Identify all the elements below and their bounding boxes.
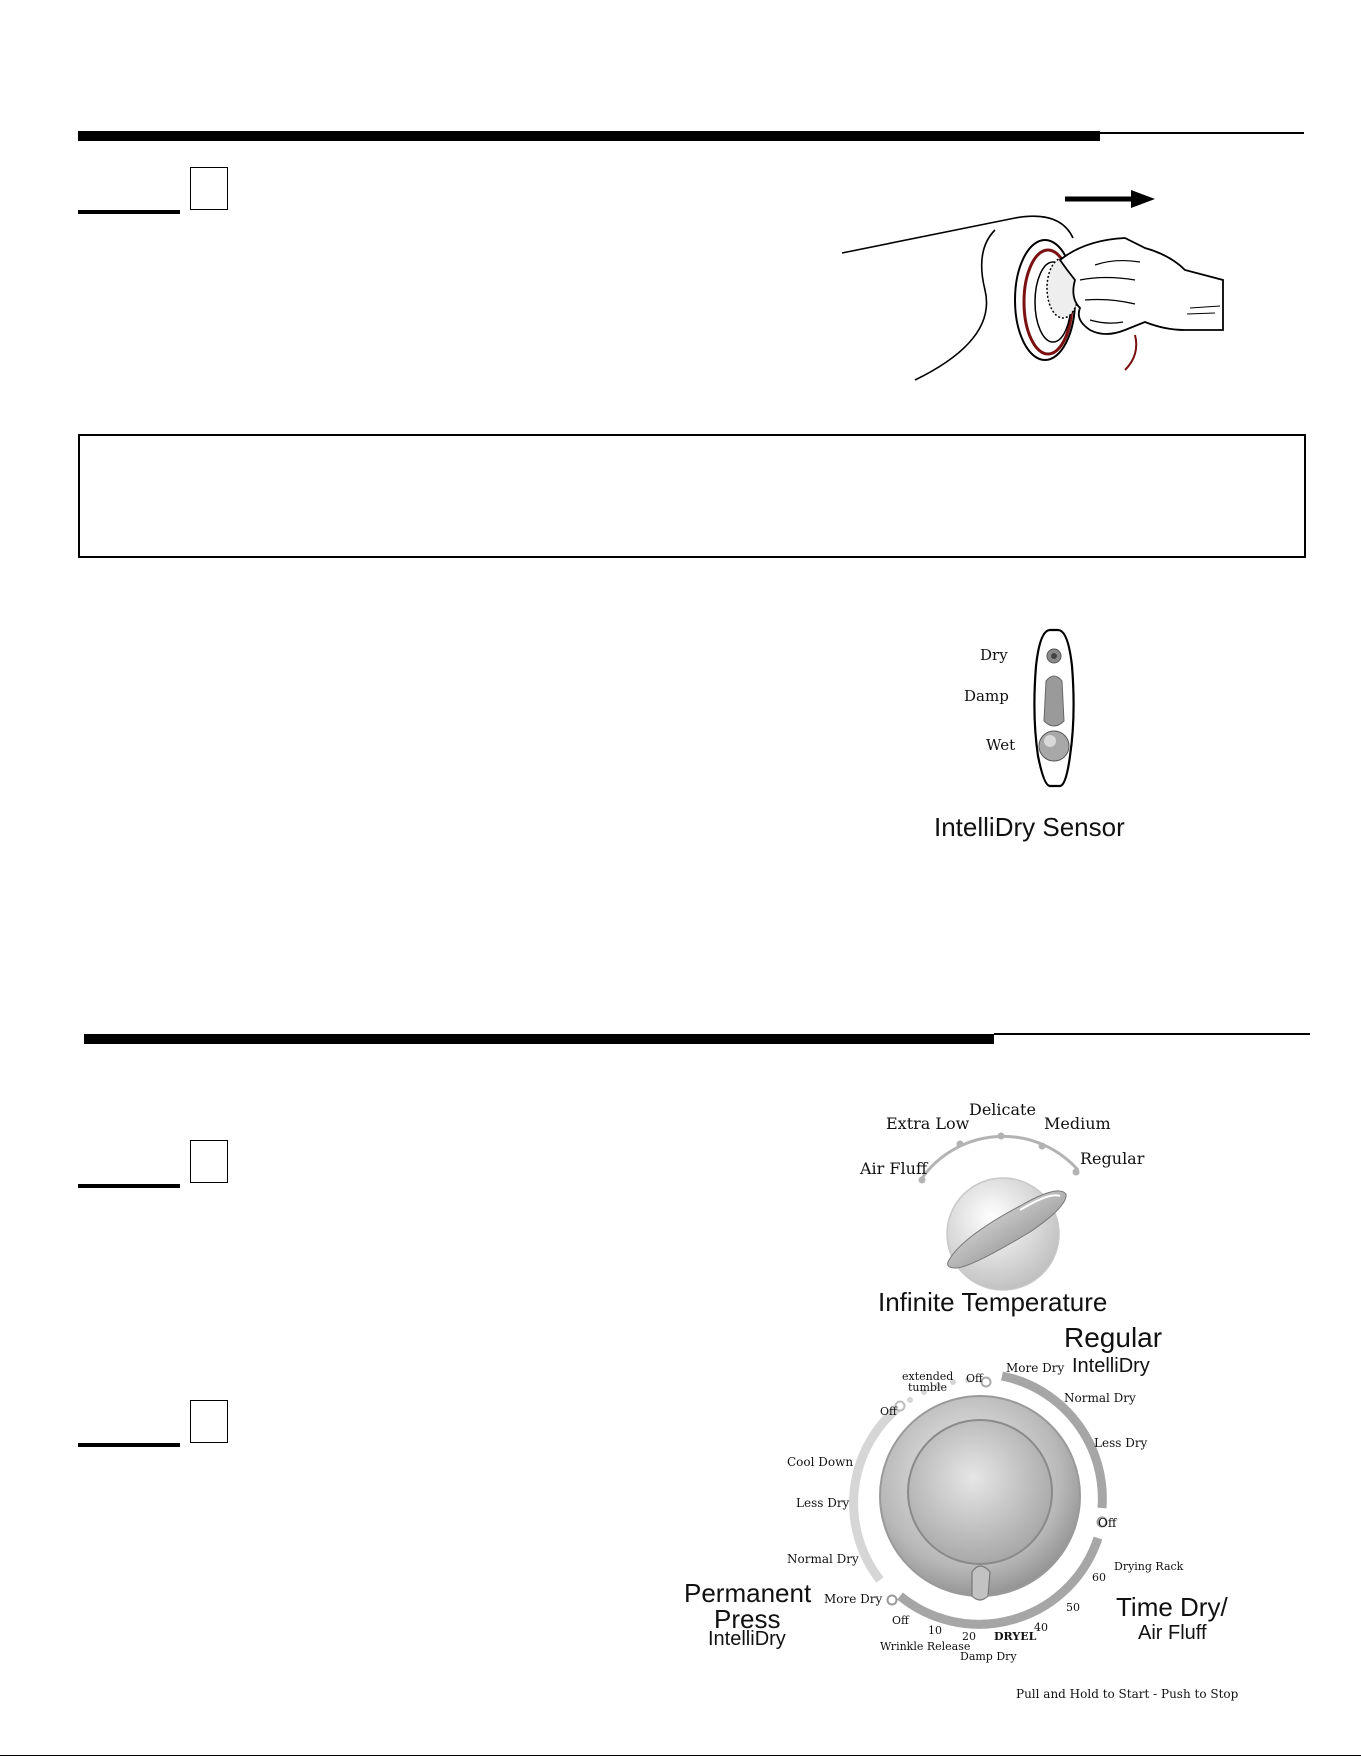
section-rule-top-thin (1100, 132, 1304, 134)
permpress-label-normal-dry: Normal Dry (787, 1552, 859, 1566)
hand-pull-knob-illustration (835, 180, 1235, 390)
sensor-label-damp: Damp (964, 687, 1009, 705)
intellidry-sensor-graphic (1020, 626, 1100, 791)
regular-label-more-dry: More Dry (1006, 1361, 1065, 1375)
timedry-label-60: 60 (1092, 1571, 1106, 1584)
step-number-box (190, 167, 228, 210)
permpress-label-off: Off (880, 1405, 897, 1418)
note-box (78, 434, 1306, 558)
extended-tumble-label-1: extended (902, 1370, 954, 1383)
permpress-subtitle: IntelliDry (708, 1628, 786, 1650)
timedry-label-40: 40 (1034, 1621, 1048, 1634)
step-number-box (190, 1140, 228, 1183)
temp-label-delicate: Delicate (969, 1100, 1036, 1119)
timedry-label-50: 50 (1066, 1601, 1080, 1614)
timedry-label-drying-rack: Drying Rack (1114, 1560, 1184, 1573)
sensor-label-dry: Dry (980, 646, 1008, 664)
regular-title: Regular (1064, 1322, 1163, 1353)
step-marker-line (78, 1443, 180, 1447)
regular-subtitle: IntelliDry (1072, 1355, 1150, 1377)
dial-footer-instruction: Pull and Hold to Start - Push to Stop (1016, 1687, 1239, 1701)
temp-label-regular: Regular (1080, 1149, 1145, 1168)
step-marker-line (78, 210, 180, 214)
timedry-label-20: 20 (962, 1630, 976, 1643)
extended-tumble-label-2: tumble (908, 1381, 948, 1394)
timedry-label-wrinkle-release: Wrinkle Release (880, 1640, 971, 1653)
permpress-title-line2: Press (714, 1604, 781, 1634)
page-bottom-rule (0, 1755, 1361, 1756)
temp-label-air-fluff: Air Fluff (860, 1159, 928, 1178)
timedry-label-off: Off (892, 1614, 909, 1627)
permpress-label-less-dry: Less Dry (796, 1496, 850, 1510)
permpress-label-cool-down: Cool Down (787, 1455, 854, 1469)
regular-label-less-dry: Less Dry (1094, 1436, 1148, 1450)
permpress-label-more-dry: More Dry (824, 1592, 883, 1606)
section-rule-middle (84, 1034, 994, 1044)
sensor-caption: IntelliDry Sensor (934, 812, 1125, 842)
section-rule-middle-thin (994, 1033, 1310, 1035)
timedry-label-dryel: DRYEL (994, 1630, 1037, 1643)
permpress-title-line1: Permanent (684, 1578, 812, 1608)
timedry-label-10: 10 (928, 1624, 942, 1637)
temp-label-medium: Medium (1044, 1114, 1111, 1133)
timedry-label-damp-dry: Damp Dry (960, 1650, 1017, 1663)
temp-label-extra-low: Extra Low (886, 1114, 970, 1133)
step-number-box (190, 1400, 228, 1443)
step-marker-line (78, 1184, 180, 1188)
sensor-label-wet: Wet (986, 736, 1016, 754)
regular-label-normal-dry: Normal Dry (1064, 1391, 1136, 1405)
section-rule-top (78, 131, 1100, 141)
temperature-caption: Infinite Temperature (878, 1287, 1108, 1317)
regular-label-off: Off (1098, 1516, 1117, 1530)
timedry-subtitle: Air Fluff (1138, 1622, 1207, 1644)
extended-tumble-off-label: Off (966, 1372, 983, 1385)
timedry-title: Time Dry/ (1116, 1592, 1228, 1622)
